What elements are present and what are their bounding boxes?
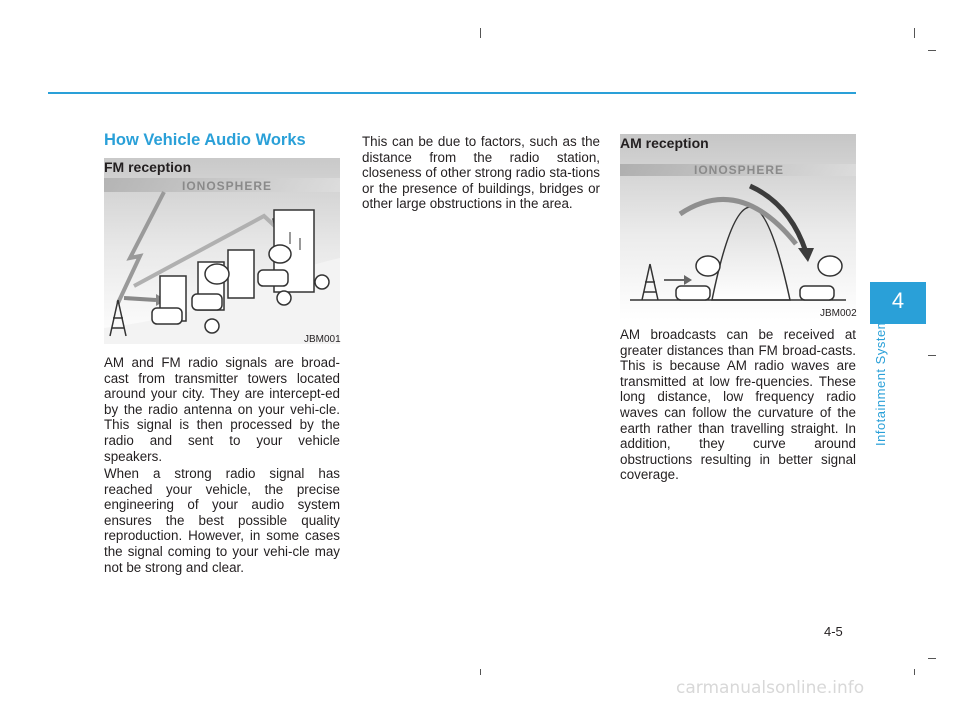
- crop-mark-top-right: [914, 28, 915, 38]
- chapter-title: Infotainment System: [873, 318, 888, 446]
- paragraph-2: When a strong radio signal has reached your vehicle, the precise engineering of your audio system ensures the best possible quality reproduction. However, in some cases the signal coming to your vehi-cle may not be strong and clear.: [104, 466, 340, 575]
- am-ionosphere-label: IONOSPHERE: [694, 163, 785, 177]
- crop-mark-bottom-left: [480, 669, 481, 675]
- crop-mark-bottom-right: [914, 669, 915, 675]
- fm-reception-illustration: [104, 158, 340, 344]
- header-rule: [48, 92, 856, 94]
- chapter-number: 4: [891, 288, 905, 313]
- crop-mark-right-2: [928, 355, 936, 356]
- paragraph-3: This can be due to factors, such as the distance from the radio station, closeness of other strong radio sta-tions or the presence of buildings, bridges or other large obstructions in the area.: [362, 134, 600, 212]
- page-number: 4-5: [824, 624, 843, 639]
- section-heading: How Vehicle Audio Works: [104, 131, 306, 149]
- fm-reception-figure: [104, 158, 340, 344]
- paragraph-4: AM broadcasts can be received at greater distances than FM broad-casts. This is because AM radio waves are transmitted at low fre-quencies. These long distance, low frequency radio waves can follow the curvature of the earth rather than travelling straight. In addition, they curve around obstructions resulting in better signal coverage.: [620, 327, 856, 483]
- am-reception-figure: [620, 134, 856, 320]
- crop-mark-top-left: [480, 28, 481, 38]
- fm-figure-code: JBM001: [304, 334, 341, 345]
- am-figure-caption: AM reception: [620, 135, 709, 151]
- crop-mark-right-1: [928, 50, 936, 51]
- fm-ionosphere-label: IONOSPHERE: [182, 179, 273, 193]
- crop-mark-right-3: [928, 658, 936, 659]
- paragraph-1: AM and FM radio signals are broad-cast from transmitter towers located around your city. They are intercept-ed by the radio antenna on your vehi-cle. This signal is then processed by the radio and sent to your vehicle speakers.: [104, 355, 340, 464]
- am-reception-illustration: [620, 134, 856, 320]
- footer-watermark: carmanualsonline.info: [676, 678, 865, 698]
- fm-figure-caption: FM reception: [104, 159, 192, 175]
- am-figure-code: JBM002: [820, 308, 857, 319]
